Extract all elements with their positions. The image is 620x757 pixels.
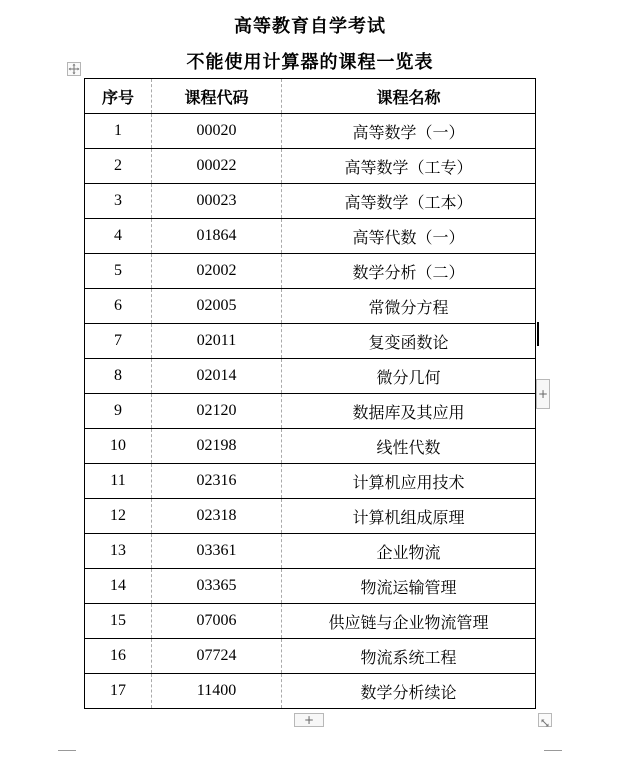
course-table — [84, 78, 536, 709]
table-row — [85, 359, 536, 394]
cell-index[interactable]: 14 — [85, 569, 152, 604]
page-margin-mark-right — [544, 750, 562, 751]
cell-code[interactable]: 02011 — [152, 324, 282, 359]
cell-code[interactable]: 03361 — [152, 534, 282, 569]
cell-name[interactable]: 高等数学（一） — [282, 114, 536, 149]
cell-name[interactable]: 数学分析续论 — [282, 674, 536, 709]
table-row — [85, 639, 536, 674]
cell-name[interactable]: 物流系统工程 — [282, 639, 536, 674]
cell-name[interactable]: 高等代数（一） — [282, 219, 536, 254]
document-subtitle: 不能使用计算器的课程一览表 — [186, 52, 434, 73]
cell-code[interactable]: 03365 — [152, 569, 282, 604]
table-row — [85, 534, 536, 569]
table-row — [85, 674, 536, 709]
cell-code[interactable]: 02318 — [152, 499, 282, 534]
cell-code[interactable]: 00022 — [152, 149, 282, 184]
table-header-row — [85, 79, 536, 114]
cell-index[interactable]: 11 — [85, 464, 152, 499]
cell-index[interactable]: 10 — [85, 429, 152, 464]
resize-diagonal-icon — [539, 717, 551, 729]
cell-name[interactable]: 计算机应用技术 — [282, 464, 536, 499]
header-name[interactable]: 课程名称 — [282, 79, 536, 114]
cell-name[interactable]: 常微分方程 — [282, 289, 536, 324]
cell-index[interactable]: 9 — [85, 394, 152, 429]
cell-code[interactable]: 07006 — [152, 604, 282, 639]
table-row — [85, 604, 536, 639]
cell-name[interactable]: 复变函数论 — [282, 324, 536, 359]
cell-index[interactable]: 15 — [85, 604, 152, 639]
cell-name[interactable]: 数学分析（二） — [282, 254, 536, 289]
cell-index[interactable]: 13 — [85, 534, 152, 569]
cell-code[interactable]: 02198 — [152, 429, 282, 464]
table-row — [85, 324, 536, 359]
cell-code[interactable]: 00020 — [152, 114, 282, 149]
cell-name[interactable]: 数据库及其应用 — [282, 394, 536, 429]
add-row-button[interactable]: + — [294, 713, 324, 727]
table-row — [85, 219, 536, 254]
add-column-button[interactable]: + — [536, 379, 550, 409]
cell-code[interactable]: 02120 — [152, 394, 282, 429]
cell-index[interactable]: 12 — [85, 499, 152, 534]
cell-name[interactable]: 企业物流 — [282, 534, 536, 569]
cell-name[interactable]: 物流运输管理 — [282, 569, 536, 604]
cell-name[interactable]: 计算机组成原理 — [282, 499, 536, 534]
cell-code[interactable]: 07724 — [152, 639, 282, 674]
table-row — [85, 394, 536, 429]
table-row — [85, 569, 536, 604]
cell-index[interactable]: 16 — [85, 639, 152, 674]
table-row — [85, 289, 536, 324]
table-row — [85, 464, 536, 499]
cell-name[interactable]: 微分几何 — [282, 359, 536, 394]
page-margin-mark-left — [58, 750, 76, 751]
table-move-handle[interactable] — [67, 62, 81, 76]
cell-index[interactable]: 17 — [85, 674, 152, 709]
cell-index[interactable]: 3 — [85, 184, 152, 219]
cell-code[interactable]: 00023 — [152, 184, 282, 219]
header-index[interactable]: 序号 — [85, 79, 152, 114]
cell-code[interactable]: 02005 — [152, 289, 282, 324]
cell-index[interactable]: 4 — [85, 219, 152, 254]
cell-code[interactable]: 02316 — [152, 464, 282, 499]
table-row — [85, 499, 536, 534]
cell-index[interactable]: 7 — [85, 324, 152, 359]
cell-name[interactable]: 线性代数 — [282, 429, 536, 464]
cell-name[interactable]: 高等数学（工本） — [282, 184, 536, 219]
table-row — [85, 254, 536, 289]
text-cursor — [537, 322, 539, 346]
cell-name[interactable]: 供应链与企业物流管理 — [282, 604, 536, 639]
cell-index[interactable]: 5 — [85, 254, 152, 289]
table-resize-handle[interactable] — [538, 713, 552, 727]
table-row — [85, 429, 536, 464]
cell-index[interactable]: 8 — [85, 359, 152, 394]
move-arrows-icon — [68, 63, 80, 75]
cell-code[interactable]: 02014 — [152, 359, 282, 394]
cell-index[interactable]: 2 — [85, 149, 152, 184]
cell-code[interactable]: 11400 — [152, 674, 282, 709]
cell-code[interactable]: 02002 — [152, 254, 282, 289]
cell-name[interactable]: 高等数学（工专） — [282, 149, 536, 184]
table-row — [85, 149, 536, 184]
cell-index[interactable]: 6 — [85, 289, 152, 324]
table-row — [85, 114, 536, 149]
table-body — [85, 114, 536, 709]
cell-code[interactable]: 01864 — [152, 219, 282, 254]
header-code[interactable]: 课程代码 — [152, 79, 282, 114]
document-title: 高等教育自学考试 — [234, 16, 386, 37]
cell-index[interactable]: 1 — [85, 114, 152, 149]
table-row — [85, 184, 536, 219]
